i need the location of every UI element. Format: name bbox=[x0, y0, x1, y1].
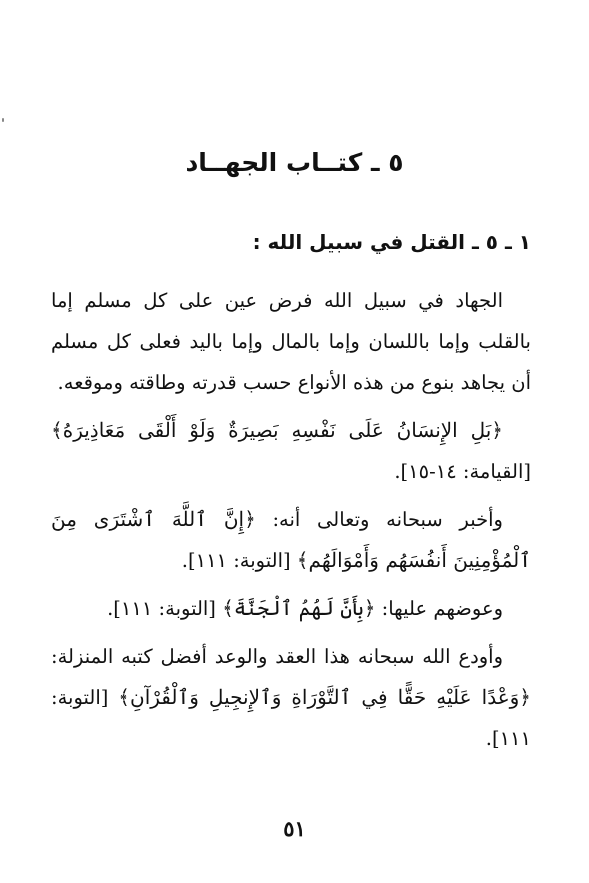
paragraph-verse-qiyamah bbox=[51, 410, 531, 492]
scan-speck bbox=[2, 118, 4, 122]
paragraph-verse-tawbah-3 bbox=[51, 636, 531, 759]
verse-reference: [التوبة: ١١١]. bbox=[181, 549, 291, 572]
paragraph-verse-tawbah-2 bbox=[51, 588, 531, 629]
paragraph-text: الجهاد في سبيل الله فرض عين على كل مسلم إما بالقلب وإما باللسان وإما بالمال وإما باليد فعلى كل مسلم أن يجاهد بنوع من هذه الأنواع حسب قدرته وطاقته وموقعه. bbox=[51, 289, 531, 394]
quran-verse: ﴿بِأَنَّ لَهُمُ ٱلْجَنَّةَ﴾ bbox=[222, 596, 376, 620]
verse-reference: [التوبة: ١١١]. bbox=[51, 686, 531, 750]
verse-reference: [القيامة: ١٤-١٥]. bbox=[394, 460, 531, 483]
paragraph-intro-text: وعوضهم عليها: bbox=[381, 597, 503, 620]
page-number: ٥١ bbox=[283, 816, 306, 841]
verse-reference: [التوبة: ١١١]. bbox=[107, 597, 216, 620]
section-heading: ١ ـ ٥ ـ القتل في سبيل الله : bbox=[252, 230, 531, 254]
body-text bbox=[51, 280, 531, 766]
paragraph-intro-text: وأودع الله سبحانه هذا العقد والوعد أفضل كتبه المنزلة: bbox=[51, 645, 503, 668]
paragraph-intro-text: وأخبر سبحانه وتعالى أنه: bbox=[272, 508, 503, 531]
paragraph-intro bbox=[51, 280, 531, 403]
chapter-title: ٥ ـ كتــاب الجهــاد bbox=[185, 148, 404, 177]
quran-verse: ﴿وَعْدًا عَلَيْهِ حَقًّا فِي ٱلتَّوْرَاةِ وَٱلإِنجِيلِ وَٱلْقُرْآنِ﴾ bbox=[118, 685, 532, 709]
paragraph-verse-tawbah-1 bbox=[51, 499, 531, 581]
quran-verse: ﴿إِنَّ ٱللَّهَ ٱشْتَرَى مِنَ ٱلْمُؤْمِنِينَ أَنفُسَهُم وَأَمْوَالَهُم﴾ bbox=[51, 507, 531, 572]
quran-verse: ﴿بَلِ الإِنسَانُ عَلَى نَفْسِهِ بَصِيرَةٌ وَلَوْ أَلْقَى مَعَاذِيرَهُ﴾ bbox=[51, 418, 503, 442]
